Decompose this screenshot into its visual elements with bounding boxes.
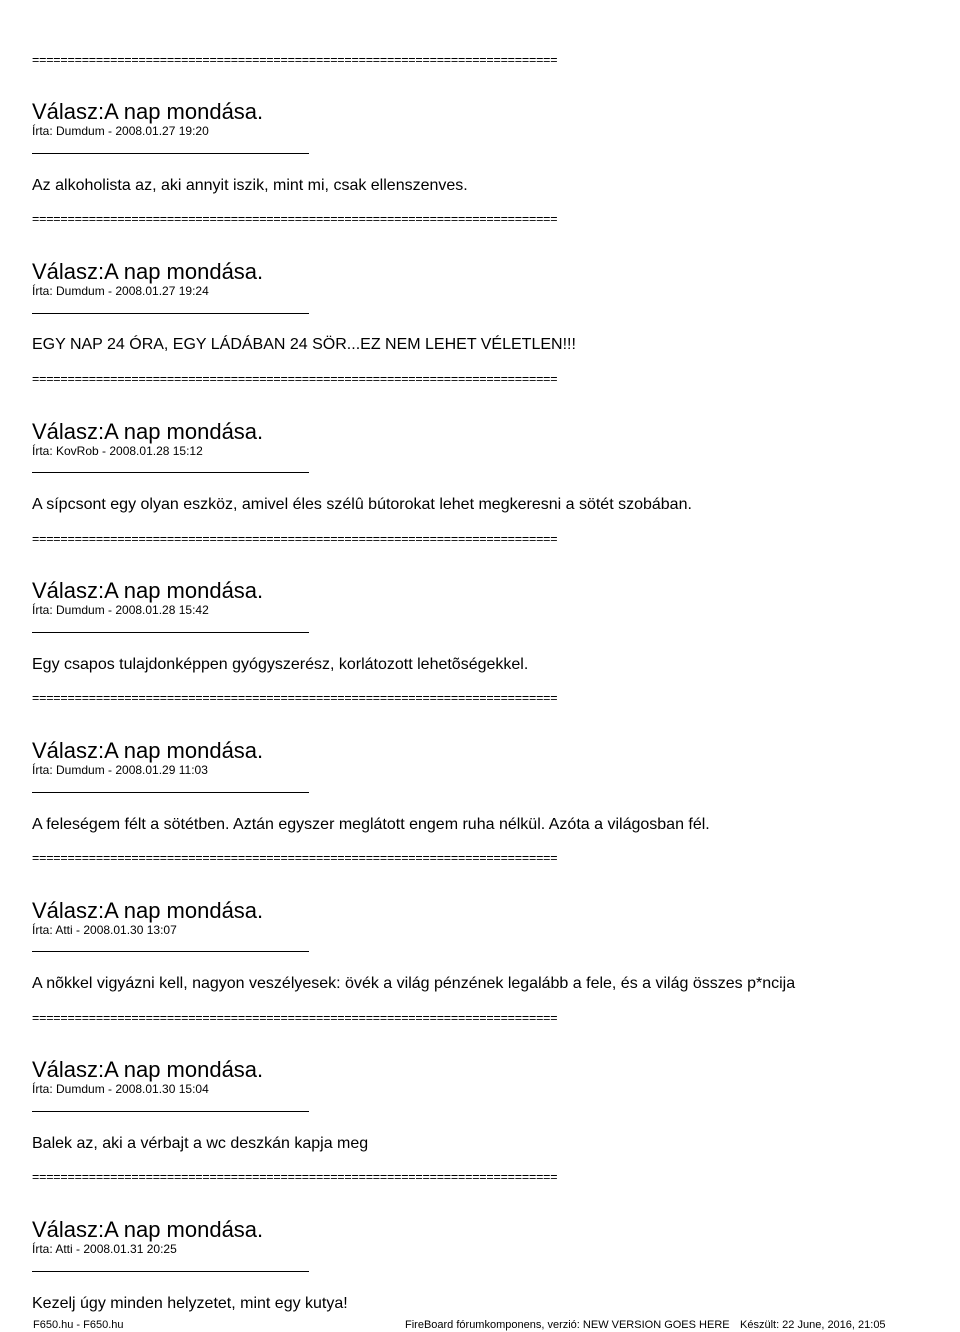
meta-underline	[32, 472, 309, 473]
meta-underline	[32, 792, 309, 793]
separator-line: ==========================================================================	[32, 691, 558, 705]
post-title: Válasz:A nap mondása.	[32, 99, 264, 124]
post-title: Válasz:A nap mondása.	[32, 578, 264, 603]
meta-underline	[32, 1111, 309, 1112]
post-title: Válasz:A nap mondása.	[32, 1217, 264, 1242]
post-meta: Írta: Atti - 2008.01.30 13:07	[32, 923, 177, 937]
post-title: Válasz:A nap mondása.	[32, 898, 264, 923]
post-title: Válasz:A nap mondása.	[32, 419, 264, 444]
post-meta: Írta: Dumdum - 2008.01.27 19:20	[32, 124, 209, 138]
post-body: A nõkkel vigyázni kell, nagyon veszélyesek: övék a világ pénzének legalább a fele, és a világ összes p*ncija	[32, 975, 796, 992]
post-body: EGY NAP 24 ÓRA, EGY LÁDÁBAN 24 SÖR...EZ NEM LEHET VÉLETLEN!!!	[32, 336, 576, 353]
separator-line: ==========================================================================	[32, 851, 558, 865]
separator-line: ==========================================================================	[32, 532, 558, 546]
separator-line: ==========================================================================	[32, 372, 558, 386]
post-body: Balek az, aki a vérbajt a wc deszkán kapja meg	[32, 1135, 369, 1152]
post-body: A feleségem félt a sötétben. Aztán egyszer meglátott engem ruha nélkül. Azóta a világosban fél.	[32, 816, 710, 833]
post-body: Egy csapos tulajdonképpen gyógyszerész, korlátozott lehetõségekkel.	[32, 656, 529, 673]
footer-timestamp: Készült: 22 June, 2016, 21:05	[740, 1319, 886, 1331]
post-title: Válasz:A nap mondása.	[32, 1057, 264, 1082]
post-title: Válasz:A nap mondása.	[32, 738, 264, 763]
meta-underline	[32, 153, 309, 154]
separator-line: ==========================================================================	[32, 53, 558, 67]
post-body: A sípcsont egy olyan eszköz, amivel éles szélû bútorokat lehet megkeresni a sötét szobában.	[32, 496, 692, 513]
post-meta: Írta: Dumdum - 2008.01.29 11:03	[32, 763, 208, 777]
meta-underline	[32, 951, 309, 952]
post-meta: Írta: KovRob - 2008.01.28 15:12	[32, 444, 203, 458]
post-body: Kezelj úgy minden helyzetet, mint egy kutya!	[32, 1295, 348, 1312]
meta-underline	[32, 632, 309, 633]
post-meta: Írta: Atti - 2008.01.31 20:25	[32, 1242, 177, 1256]
separator-line: ==========================================================================	[32, 1011, 558, 1025]
footer-site: F650.hu - F650.hu	[33, 1319, 124, 1331]
meta-underline	[32, 313, 309, 314]
post-meta: Írta: Dumdum - 2008.01.27 19:24	[32, 284, 209, 298]
post-body: Az alkoholista az, aki annyit iszik, mint mi, csak ellenszenves.	[32, 177, 468, 194]
separator-line: ==========================================================================	[32, 1170, 558, 1184]
post-meta: Írta: Dumdum - 2008.01.28 15:42	[32, 603, 209, 617]
meta-underline	[32, 1271, 309, 1272]
post-title: Válasz:A nap mondása.	[32, 259, 264, 284]
separator-line: ==========================================================================	[32, 212, 558, 226]
footer-credits: FireBoard fórumkomponens, verzió: NEW VERSION GOES HERE	[405, 1319, 730, 1331]
post-meta: Írta: Dumdum - 2008.01.30 15:04	[32, 1082, 209, 1096]
